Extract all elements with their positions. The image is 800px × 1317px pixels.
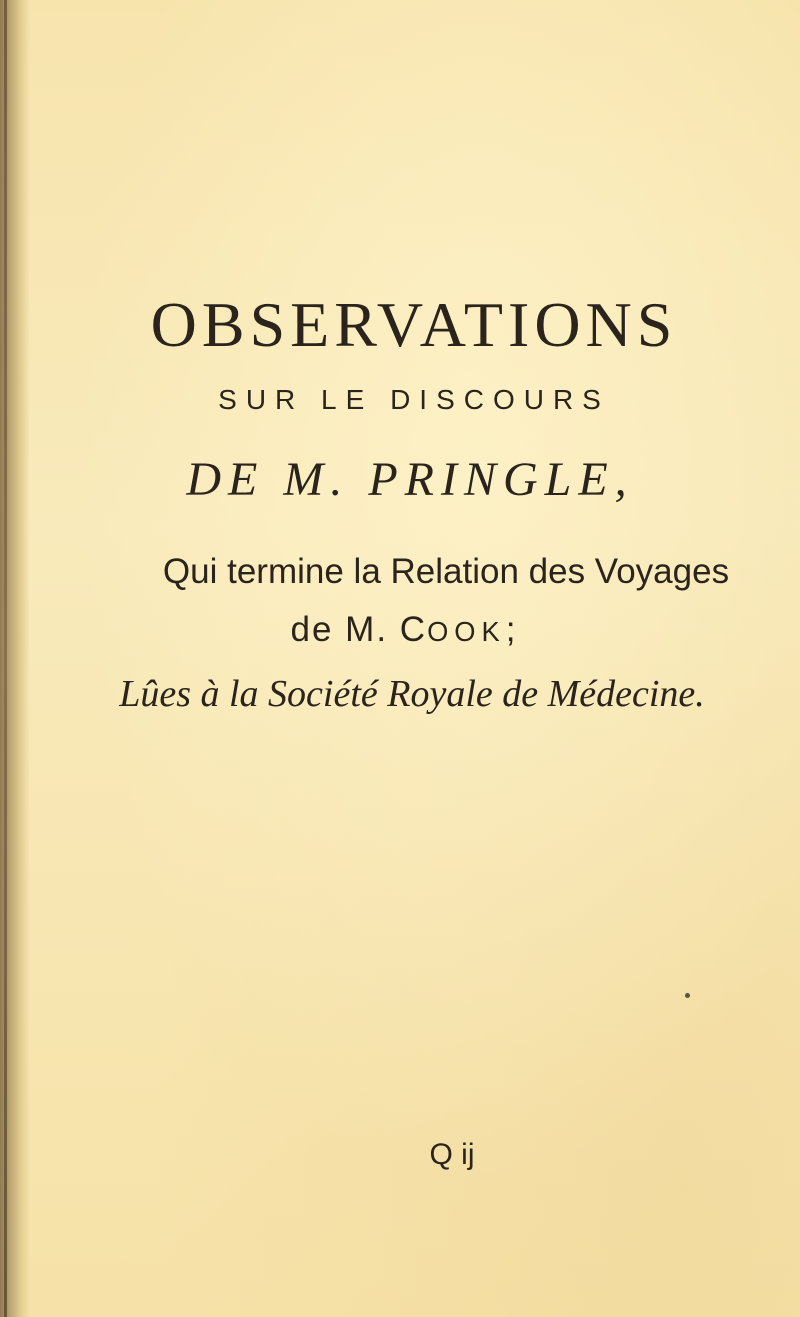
- description-line-2-prefix: de M. C: [290, 610, 428, 649]
- description-line-1: Qui termine la Relation des Voyages: [162, 552, 730, 591]
- read-at-society-line: Lûes à la Société Royale de Médecine.: [119, 673, 705, 715]
- binding-edge: [4, 0, 7, 1317]
- page-subtitle: SUR LE DISCOURS: [218, 384, 610, 415]
- description-line-2: [0, 610, 800, 650]
- author-name: DE M. PRINGLE,: [186, 453, 634, 506]
- description-line-2-suffix: ;: [505, 610, 518, 649]
- page-title: OBSERVATIONS: [150, 289, 678, 360]
- description-line-2-smallcaps: OOK: [427, 616, 506, 647]
- ink-speck: [685, 993, 690, 998]
- signature-mark: Q ij: [429, 1138, 475, 1171]
